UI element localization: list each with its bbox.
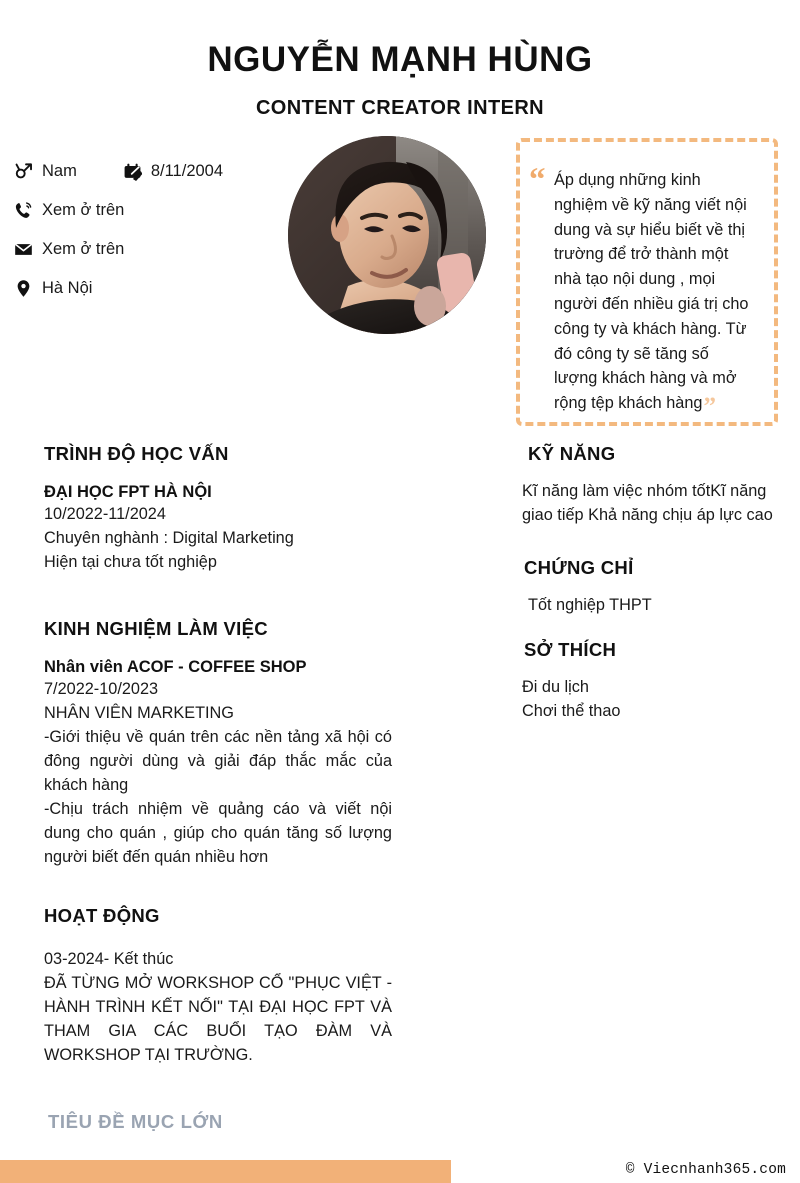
experience-position: Nhân viên ACOF - COFFEE SHOP	[44, 658, 307, 676]
activities-period: 03-2024- Kết thúc	[44, 950, 174, 968]
section-title-skills: KỸ NĂNG	[528, 443, 616, 464]
experience-period: 7/2022-10/2023	[44, 680, 159, 698]
profile-photo	[288, 136, 486, 334]
contact-gender	[14, 162, 77, 181]
career-objective-text	[554, 168, 754, 419]
education-school: ĐẠI HỌC FPT HÀ NỘI	[44, 483, 212, 501]
activities-description: ĐÃ TỪNG MỞ WORKSHOP CỔ "PHỤC VIỆT - HÀNH TRÌNH KẾT NỐI" TẠI ĐẠI HỌC FPT VÀ THAM GIA CÁC BUỔI TẠO ĐÀM VÀ WORKSHOP TẠI TRƯỜNG.	[44, 974, 392, 1064]
education-status: Hiện tại chưa tốt nghiệp	[44, 553, 217, 571]
contact-row	[14, 152, 294, 191]
section-title-certificates: CHỨNG CHỈ	[524, 557, 634, 578]
section-title-activities: HOẠT ĐỘNG	[44, 905, 160, 926]
contact-row	[14, 269, 294, 308]
left-column	[44, 443, 392, 1133]
interest-item: Đi du lịch	[522, 678, 589, 696]
section-title-placeholder: TIÊU ĐỀ MỤC LỚN	[48, 1111, 223, 1132]
quote-open-icon: “	[529, 162, 546, 198]
section-title-interests: SỞ THÍCH	[524, 639, 617, 660]
contact-phone	[14, 201, 124, 220]
education-period: 10/2022-11/2024	[44, 505, 166, 523]
experience-bullet: -Chịu trách nhiệm về quảng cáo và viết nội dung cho quán , giúp cho quán tăng số lượng người biết đến quán nhiều hơn	[44, 800, 392, 866]
map-pin-icon	[14, 279, 33, 298]
contact-row	[14, 191, 294, 230]
footer-accent-bar	[0, 1160, 451, 1183]
skills-text: Kĩ năng làm việc nhóm tốtKĩ năng giao tiếp Khả năng chịu áp lực cao	[522, 482, 773, 524]
objective-body: Áp dụng những kinh nghiệm về kỹ năng viết nội dung và sự hiểu biết về thị trường để trở thành một nhà tạo nội dung , mọi người đến nhiều giá trị cho công ty và khách hàng. Từ đó công ty sẽ tăng số lượng khách hàng và mở rộng tệp khách hàng	[554, 171, 749, 413]
gender-icon	[14, 162, 33, 181]
contact-phone-value: Xem ở trên	[42, 201, 125, 219]
contact-email-value: Xem ở trên	[42, 240, 125, 258]
phone-icon	[14, 201, 33, 220]
contact-birthdate	[123, 162, 223, 181]
footer-credit: © Viecnhanh365.com	[625, 1162, 786, 1178]
envelope-icon	[14, 240, 33, 259]
contact-birthdate-value: 8/11/2004	[150, 162, 224, 180]
section-title-experience: KINH NGHIỆM LÀM VIỆC	[44, 618, 268, 639]
certificate-item: Tốt nghiệp THPT	[528, 596, 652, 614]
job-title: CONTENT CREATOR INTERN	[255, 97, 545, 120]
cv-header	[0, 40, 800, 120]
education-major: Chuyên nghành : Digital Marketing	[44, 529, 294, 547]
contact-location-value: Hà Nội	[42, 279, 93, 297]
contact-gender-value: Nam	[42, 162, 77, 180]
right-column	[516, 443, 786, 723]
interest-item: Chơi thể thao	[522, 702, 621, 720]
contact-location	[14, 279, 92, 298]
experience-role: NHÂN VIÊN MARKETING	[44, 704, 234, 722]
contact-email	[14, 240, 124, 259]
page-title: NGUYỄN MẠNH HÙNG	[207, 40, 593, 79]
quote-close-icon: ”	[703, 393, 716, 421]
calendar-icon	[123, 162, 142, 181]
avatar	[288, 136, 486, 334]
section-title-education: TRÌNH ĐỘ HỌC VẤN	[44, 443, 229, 464]
contact-info	[14, 152, 294, 308]
career-objective-box	[516, 138, 778, 426]
contact-row	[14, 230, 294, 269]
experience-bullet: -Giới thiệu về quán trên các nền tảng xã hội có đông người dùng và giải đáp thắc mắc của khách hàng	[44, 728, 392, 794]
